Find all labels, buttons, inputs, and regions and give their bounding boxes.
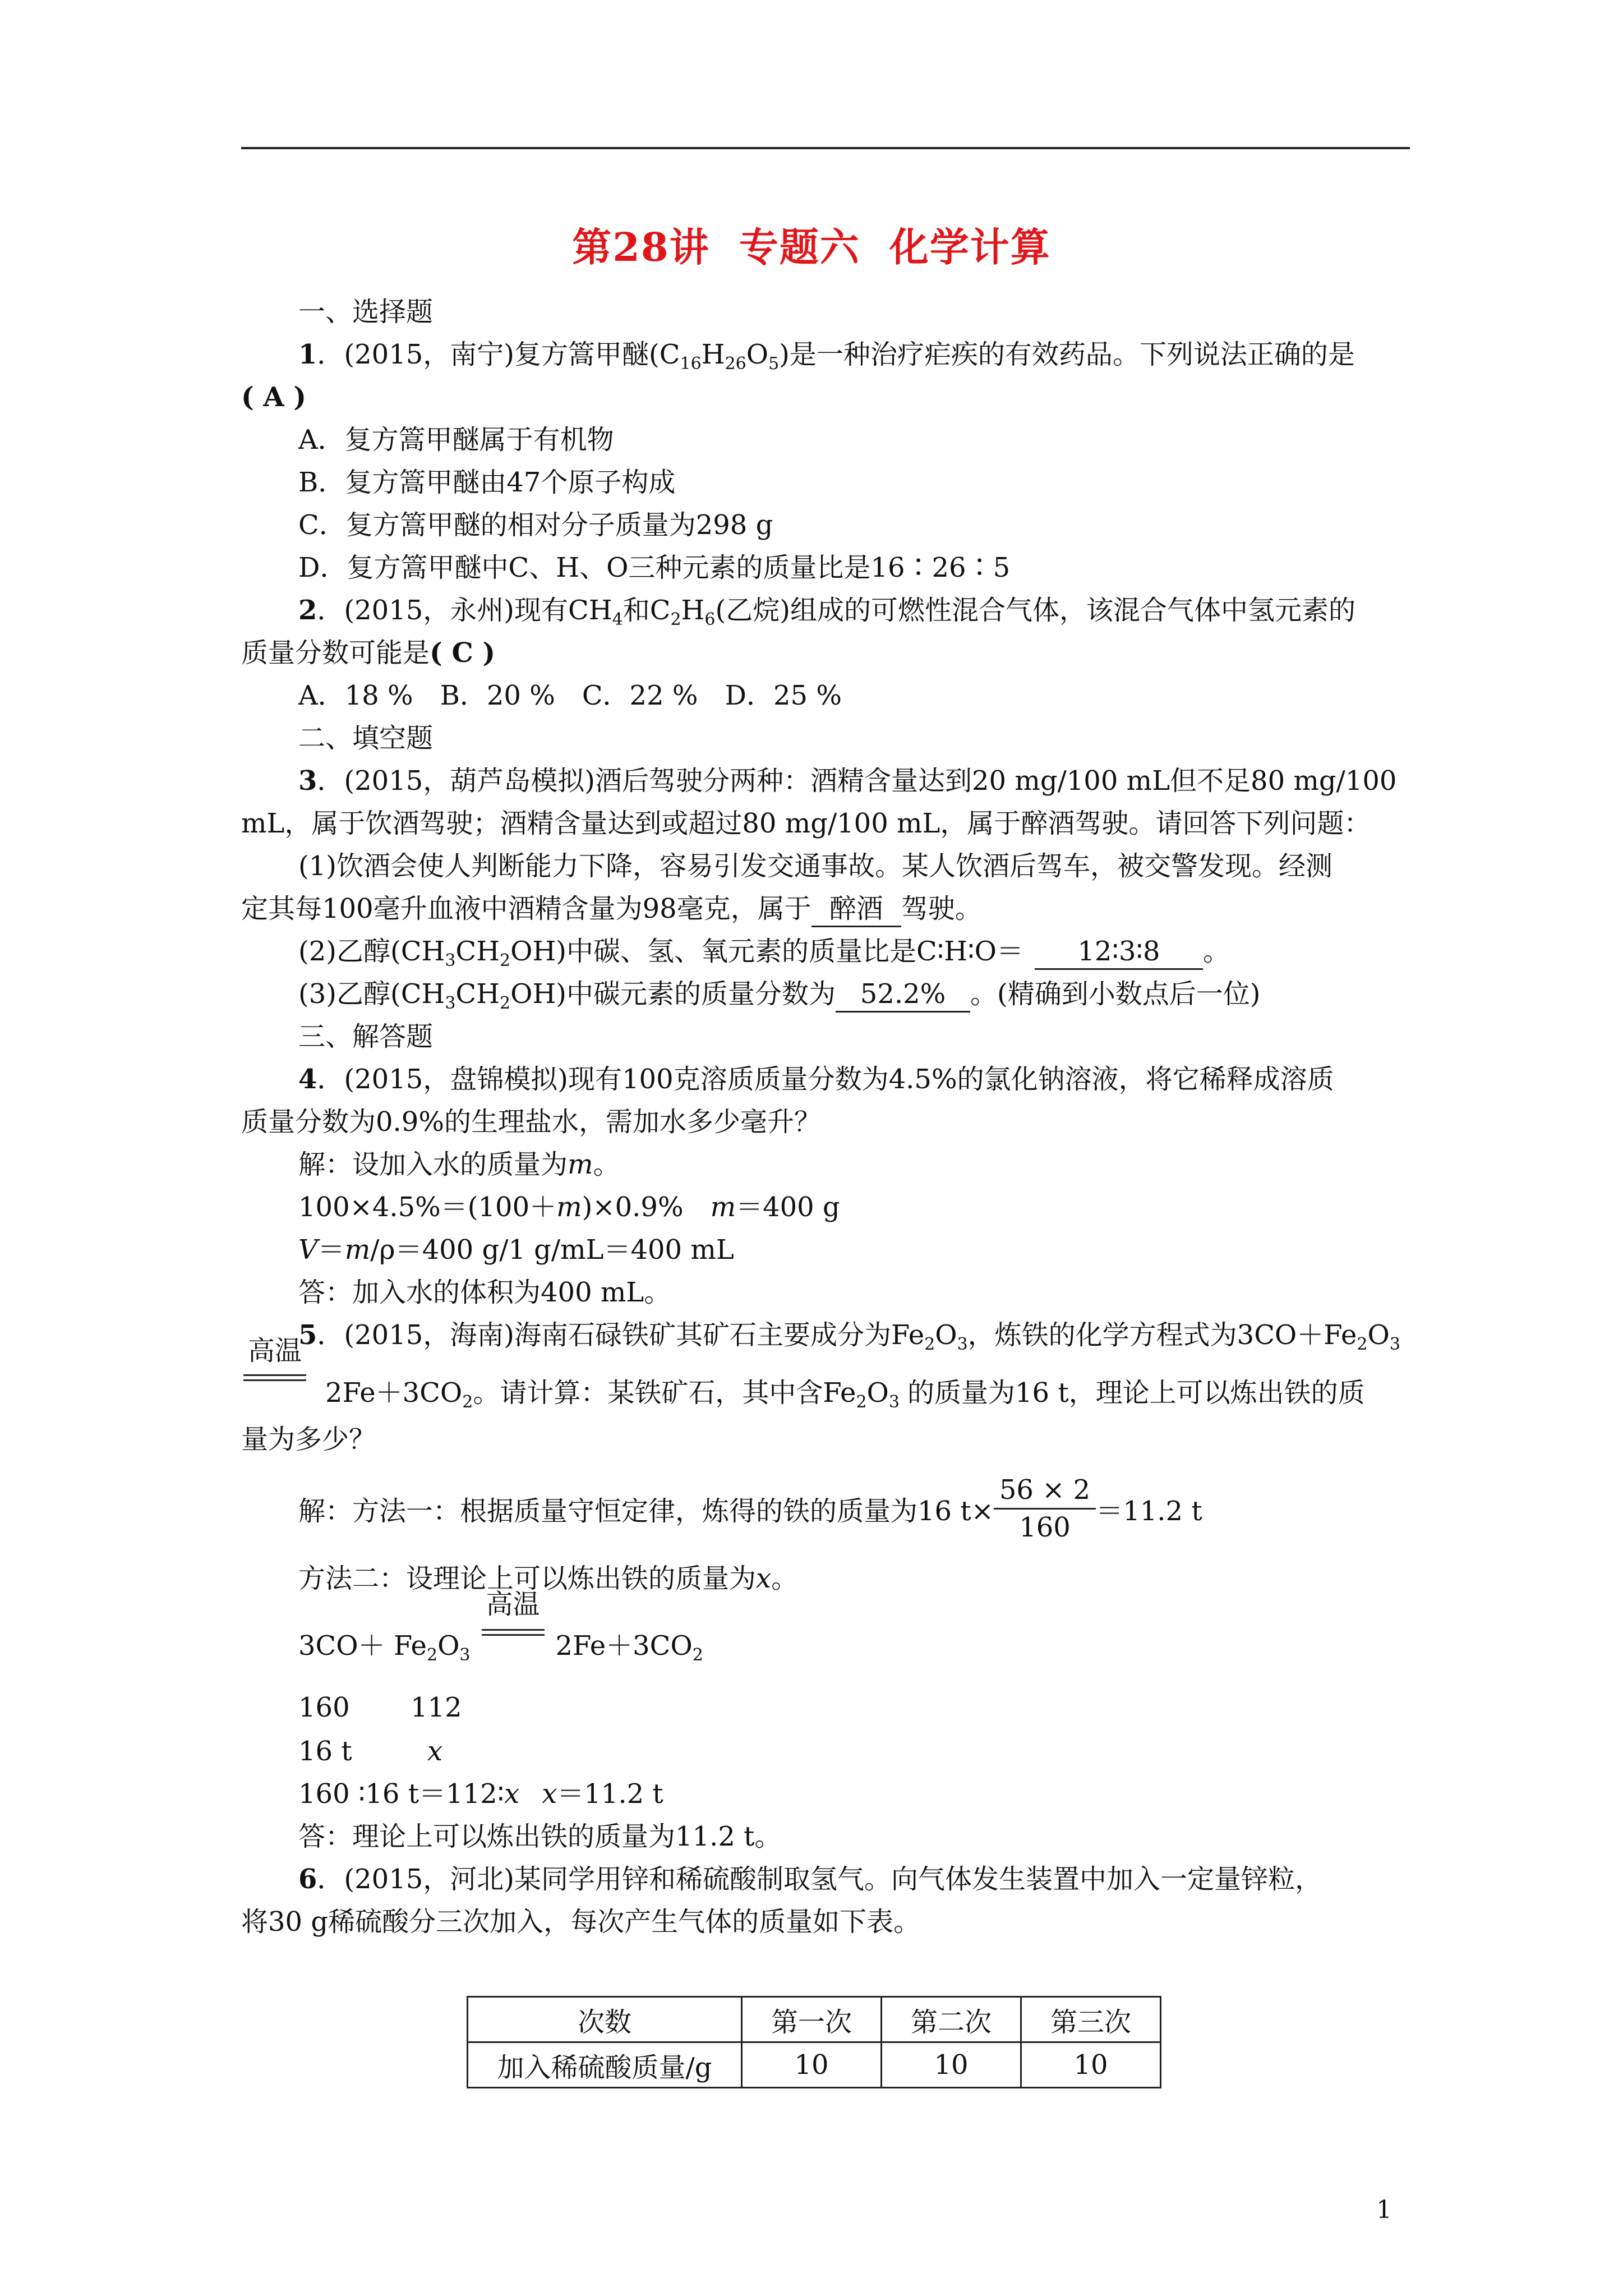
question-5-line2: 高温 $2Fe+3CO_2$。请计算：某铁矿石，其中含$Fe_2O_3$ 的质量为16 t，理论上可以炼出铁的质 bbox=[241, 1356, 1413, 1418]
question-3: 3．(2015，葫芦岛模拟)酒后驾驶分两种：酒精含量达到20 mg/100 mL但不足80 mg/100 bbox=[298, 765, 1397, 797]
table-cell: 10 bbox=[742, 2042, 882, 2088]
question-6-line2: 将30 g稀硫酸分三次加入，每次产生气体的质量如下表。 bbox=[241, 1906, 921, 1938]
page-title: 第28讲 专题六 化学计算 bbox=[572, 224, 1051, 270]
q4-solution-2: 100×4.5%＝(100＋m)×0.9% m＝400 g bbox=[298, 1191, 840, 1223]
q5-method-2: 方法二：设理论上可以炼出铁的质量为x。 bbox=[298, 1563, 799, 1594]
table-header-row bbox=[468, 1997, 1161, 2042]
option-d: D．复方篙甲醚中C、H、O三种元素的质量比是16∶26∶5 bbox=[298, 552, 1011, 583]
question-6: 6．(2015，河北)某同学用锌和稀硫酸制取氢气。向气体发生装置中加入一定量锌粒， bbox=[298, 1864, 1322, 1895]
question-2-options: A．18 % B．20 % C．22 % D．25 % bbox=[298, 680, 842, 711]
page-number: 1 bbox=[1376, 2196, 1392, 2224]
option-c: C．复方篙甲醚的相对分子质量为298 g bbox=[298, 509, 773, 541]
table-cell: 10 bbox=[882, 2042, 1021, 2088]
answer-blank: 12∶3∶8 bbox=[1035, 935, 1203, 970]
q5-answer: 答：理论上可以炼出铁的质量为11.2 t。 bbox=[298, 1821, 782, 1852]
question-4: 4．(2015，盘锦模拟)现有100克溶质质量分数为4.5%的氯化钠溶液，将它稀释成溶质 bbox=[298, 1064, 1334, 1095]
question-1-answer: ( A ) bbox=[241, 381, 307, 413]
question-5: 5．(2015，海南)海南石碌铁矿其矿石主要成分为$Fe_2O_3$，炼铁的化学方程式为$3CO+Fe_2O_3$ bbox=[298, 1319, 1400, 1354]
fraction: $\frac{56 \times 2}{160}$ bbox=[994, 1472, 1096, 1545]
option-b: B．复方篙甲醚由47个原子构成 bbox=[298, 467, 676, 498]
section-heading-choice: 一、选择题 bbox=[298, 296, 434, 328]
data-table bbox=[467, 1996, 1161, 2088]
question-3-part3: (3)乙醇$(CH_3CH_2OH)$中碳元素的质量分数为 52.2% 。(精确到小数点后一位) bbox=[298, 978, 1261, 1013]
table-header-cell: 第三次 bbox=[1021, 1997, 1161, 2042]
question-3-part1-line2: 定其每100毫升血液中酒精含量为98毫克，属于 醉酒 驾驶。 bbox=[241, 887, 1413, 930]
q4-solution-1: 解：设加入水的质量为m。 bbox=[298, 1149, 620, 1180]
table-header-cell: 第一次 bbox=[742, 1997, 882, 2042]
q5-equation: $3CO+ Fe_2O_3$ 高温 $2Fe+3CO_2$ bbox=[298, 1589, 703, 1665]
table-header-cell: 次数 bbox=[468, 1997, 742, 2042]
table-cell: 10 bbox=[1021, 2042, 1161, 2088]
q5-ratio-row-2: 16 t x bbox=[298, 1736, 443, 1767]
q5-ratio-row-3: 160 ∶16 t＝112∶x x＝11.2 t bbox=[298, 1778, 663, 1810]
question-3-line2: mL，属于饮酒驾驶；酒精含量达到或超过80 mg/100 mL，属于醉酒驾驶。请回答下列问题： bbox=[241, 808, 1371, 839]
question-3-part1: (1)饮酒会使人判断能力下降，容易引发交通事故。某人饮酒后驾车，被交警发现。经测 bbox=[298, 850, 1332, 882]
q4-solution-3: V＝m/ρ＝400 g/1 g/mL＝400 mL bbox=[298, 1234, 734, 1266]
q5-method-1: 解：方法一：根据质量守恒定律，炼得的铁的质量为16 t× $\frac{56 \times 2}{160}$ ＝11.2 t bbox=[241, 1472, 1413, 1550]
section-heading-fill: 二、填空题 bbox=[298, 723, 434, 754]
header-rule bbox=[241, 147, 1410, 149]
table-header-cell: 第二次 bbox=[882, 1997, 1021, 2042]
question-5-line3: 量为多少？ bbox=[241, 1424, 376, 1455]
question-2-line2: 质量分数可能是( C ) bbox=[241, 637, 496, 669]
document-body bbox=[241, 291, 1413, 1943]
option-a: A．复方篙甲醚属于有机物 bbox=[298, 424, 614, 455]
section-heading-solve: 三、解答题 bbox=[298, 1021, 434, 1052]
table-row bbox=[468, 2042, 1161, 2088]
answer-blank: 醉酒 bbox=[811, 892, 901, 927]
q4-answer: 答：加入水的体积为400 mL。 bbox=[298, 1277, 671, 1308]
table-cell: 加入稀硫酸质量/g bbox=[468, 2042, 742, 2088]
question-1: 1．(2015，南宁)复方篙甲醚$(C_{16}H_{26}O_5)$是一种治疗疟疾的有效药品。下列说法正确的是 bbox=[298, 339, 1355, 374]
question-4-line2: 质量分数为0.9%的生理盐水，需加水多少毫升？ bbox=[241, 1106, 821, 1138]
answer-blank: 52.2% bbox=[836, 977, 970, 1013]
question-3-part2: (2)乙醇$(CH_3CH_2OH)$中碳、氢、氧元素的质量比是C∶H∶O＝ 12∶3∶8 。 bbox=[298, 936, 1230, 970]
question-2: 2．(2015，永州)现有$CH_4$和$C_2H_6$(乙烷)组成的可燃性混合气体，该混合气体中氢元素的 bbox=[298, 595, 1355, 629]
q5-ratio-row-1: 160 112 bbox=[298, 1692, 462, 1723]
